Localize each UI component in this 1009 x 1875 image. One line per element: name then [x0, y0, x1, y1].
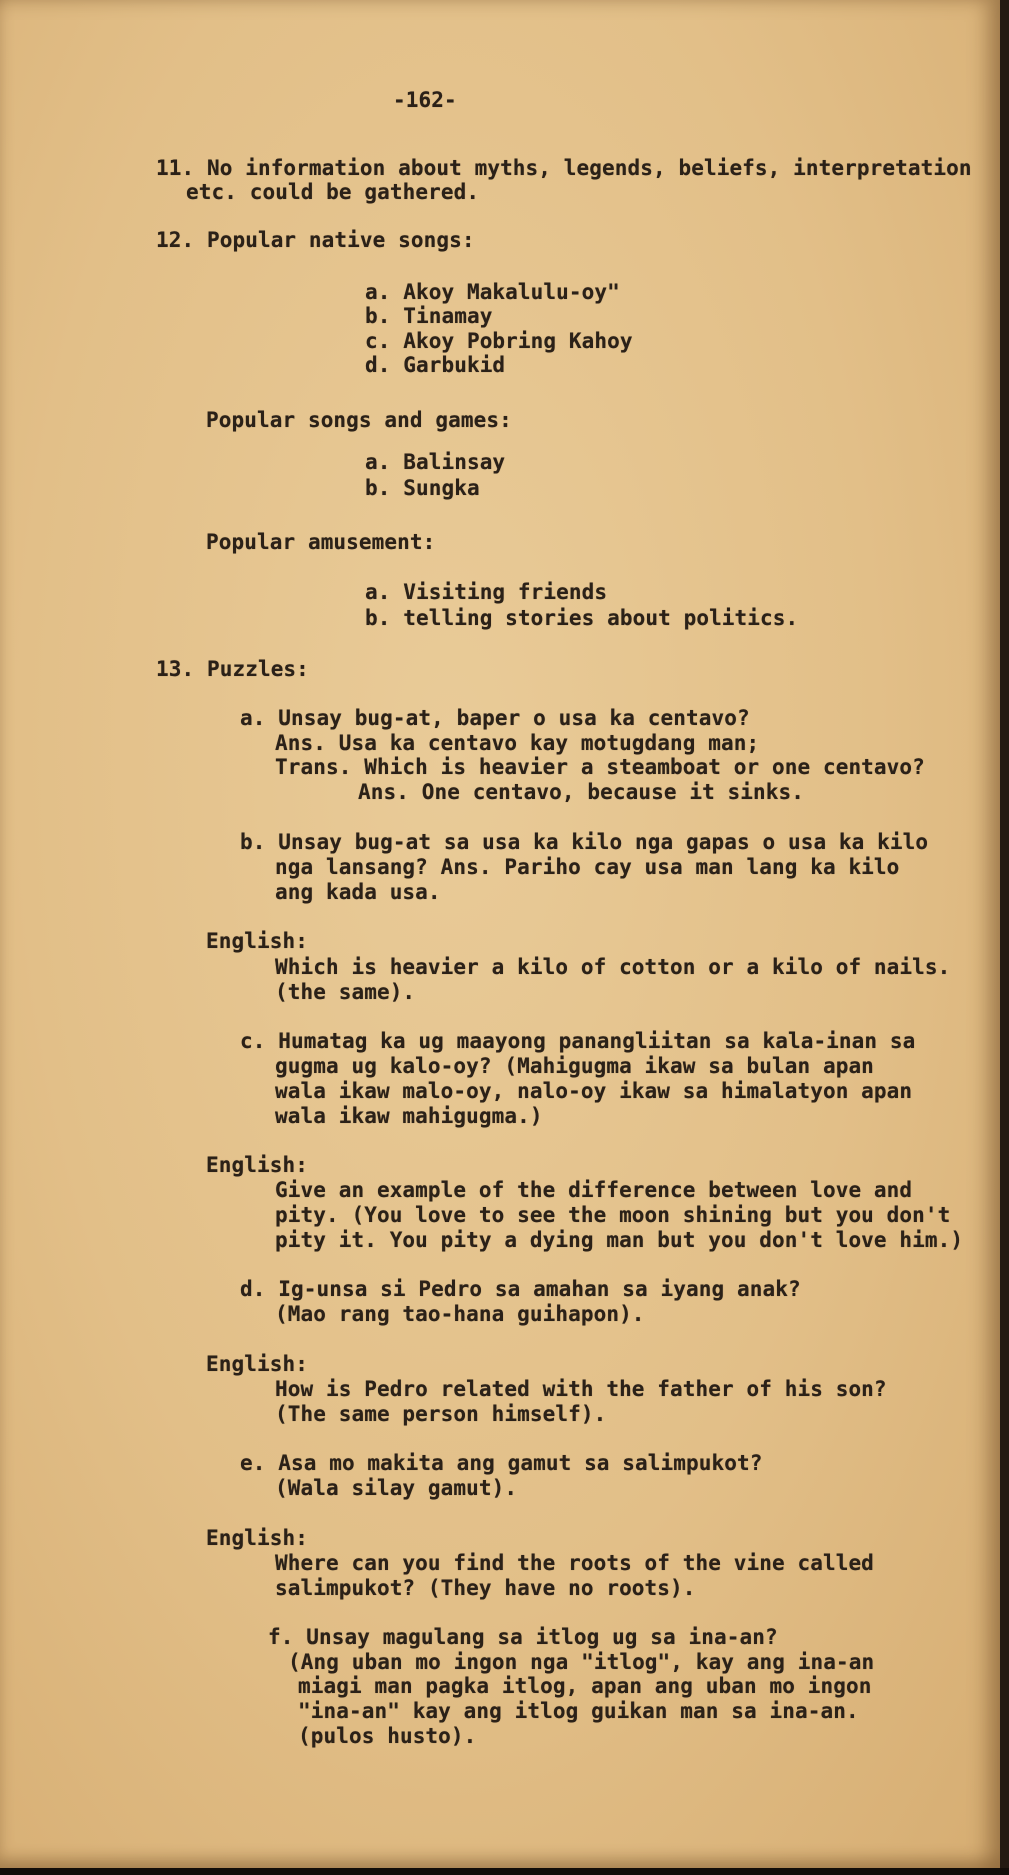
page-bottom-edge: [0, 1868, 1009, 1875]
song-item: b. Tinamay: [365, 304, 493, 328]
puzzle-b-english: (the same).: [275, 980, 416, 1004]
puzzle-d-line: (Mao rang tao-hana guihapon).: [275, 1302, 645, 1326]
amusement-item: a. Visiting friends: [365, 580, 608, 604]
song-item: c. Akoy Pobring Kahoy: [365, 329, 633, 353]
song-item: a. Akoy Makalulu-oy": [365, 280, 620, 304]
puzzle-c-line: wala ikaw malo-oy, nalo-oy ikaw sa himalatyon apan: [275, 1079, 913, 1103]
puzzle-c-english: Give an example of the difference between love and: [275, 1178, 913, 1202]
puzzle-a-line: Trans. Which is heavier a steamboat or one centavo?: [275, 755, 925, 779]
puzzle-b-line: b. Unsay bug-at sa usa ka kilo nga gapas o usa ka kilo: [240, 830, 929, 854]
item-11-line-2: etc. could be gathered.: [186, 180, 480, 204]
puzzle-f-line: (Ang uban mo ingon nga "itlog", kay ang ina-an: [288, 1650, 875, 1674]
song-item: d. Garbukid: [365, 353, 506, 377]
item-12-heading: 12. Popular native songs:: [156, 228, 475, 252]
puzzle-c-line: c. Humatag ka ug maayong panangliitan sa kala-inan sa: [240, 1029, 916, 1053]
item-11-line-1: 11. No information about myths, legends, beliefs, interpretation: [156, 156, 972, 180]
puzzle-f-line: (pulos husto).: [298, 1724, 477, 1748]
puzzle-a-line: a. Unsay bug-at, baper o usa ka centavo?: [240, 706, 750, 730]
puzzle-b-english: Which is heavier a kilo of cotton or a kilo of nails.: [275, 955, 951, 979]
page-number: -162-: [393, 88, 457, 112]
puzzle-c-line: wala ikaw mahigugma.): [275, 1104, 543, 1128]
puzzle-a-line: Ans. Usa ka centavo kay motugdang man;: [275, 731, 760, 755]
english-label: English:: [206, 1153, 308, 1177]
puzzle-c-english: pity. (You love to see the moon shining but you don't: [275, 1203, 951, 1227]
puzzle-b-line: ang kada usa.: [275, 880, 441, 904]
puzzle-e-line: e. Asa mo makita ang gamut sa salimpukot?: [240, 1451, 763, 1475]
games-heading: Popular songs and games:: [206, 408, 512, 432]
amusement-item: b. telling stories about politics.: [365, 606, 799, 630]
puzzle-f-line: miagi man pagka itlog, apan ang uban mo ingon: [298, 1674, 872, 1698]
puzzle-b-line: nga lansang? Ans. Pariho cay usa man lang ka kilo: [275, 855, 900, 879]
puzzle-d-line: d. Ig-unsa si Pedro sa amahan sa iyang anak?: [240, 1277, 801, 1301]
game-item: a. Balinsay: [365, 450, 506, 474]
puzzle-e-english: Where can you find the roots of the vine called: [275, 1551, 874, 1575]
puzzle-a-line: Ans. One centavo, because it sinks.: [358, 780, 805, 804]
english-label: English:: [206, 1352, 308, 1376]
english-label: English:: [206, 1526, 308, 1550]
puzzle-d-english: How is Pedro related with the father of his son?: [275, 1377, 887, 1401]
puzzle-c-english: pity it. You pity a dying man but you don't love him.): [275, 1228, 964, 1252]
english-label: English:: [206, 929, 308, 953]
puzzle-f-line: "ina-an" kay ang itlog guikan man sa ina-an.: [298, 1699, 859, 1723]
amusement-heading: Popular amusement:: [206, 530, 436, 554]
page-right-edge: [1000, 0, 1009, 1875]
puzzle-e-english: salimpukot? (They have no roots).: [275, 1576, 696, 1600]
game-item: b. Sungka: [365, 476, 480, 500]
puzzle-d-english: (The same person himself).: [275, 1402, 607, 1426]
puzzle-f-line: f. Unsay magulang sa itlog ug sa ina-an?: [268, 1625, 778, 1649]
puzzle-c-line: gugma ug kalo-oy? (Mahigugma ikaw sa bulan apan: [275, 1054, 874, 1078]
item-13-heading: 13. Puzzles:: [156, 657, 309, 681]
puzzle-e-line: (Wala silay gamut).: [275, 1476, 518, 1500]
